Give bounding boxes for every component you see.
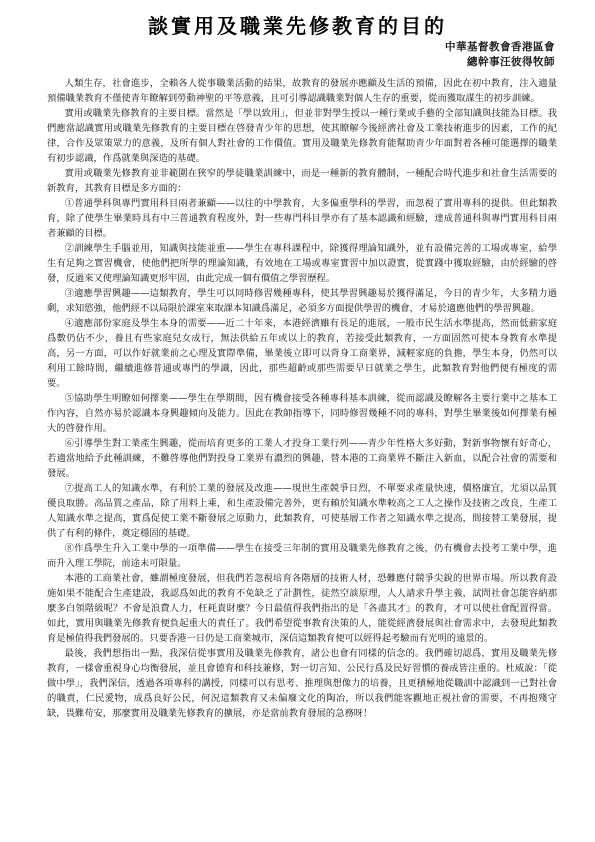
article-body (47, 76, 557, 721)
paragraph-objective-6: ⑥引導學生對工業產生興趣，從而培育更多的工業人才投身工業行列——青少年性格大多好動，對新事物懷有好奇心，若適當地給予此種訓練，不難啓導他們對投身工業界有濃烈的興趣，替本港的工商業界不斷注入新血，以配合社會的需要和發展。 (47, 438, 557, 479)
author-organization: 中華基督教會香港區會 (445, 41, 555, 53)
author-name: 總幹事汪彼得牧師 (467, 56, 555, 68)
author-block (445, 40, 555, 70)
paragraph-conclusion: 最後，我們想指出一點，我深信從事實用及職業先修教育，諸公也會有同樣的信念的。我們確切認爲，實用及職業先修教育，一樣會重視身心均衡發展，並且會德育和科技兼修，對一切言知、公民行爲及民好習慣的養成皆注重的。杜威說：「從做中學」，我們深信，透過各項專科的講授，同樣可以有思考、推理與想像力的培養，且更積極地從職訓中認識到一己對社會的職責，仁民愛物，成爲良好公民，何況這類教育又未偏廢文化的陶冶，所以我們能客觀地正視社會的需要，不再抱殘守缺，畏難苟安，那麼實用及職業先修教育的擴展，亦是當前教育發展的急務呀！ (47, 648, 557, 719)
paragraph-objective-3: ③適應學習興趣——這類教育，學生可以同時修習幾種專科，使其學習興趣易於獲得滿足，今日的青少年，大多精力過剩，求知慾強，他們經不以局限於課室來取課本知識爲滿足，必須多方面提供學習的機會，才易於適應他們的學習興趣。 (47, 288, 557, 314)
paragraph-new-education: 實用或職業先修教育並非範圍在狹窄的學徒職業訓練中，而是一種新的教育體制，一種配合時代進步和社會生活需要的新教育，其教育目標是多方面的： (47, 168, 557, 194)
paragraph-objective-5: ⑤協助學生明瞭如何擇業——學生在學期間，因有機會接受各種專科基本訓練，從而認識及瞭解各主要行業中之基本工作內容，自然亦易於認識本身興趣傾向及能力。因此在教師指導下，同時修習幾種不同的專科，對學生畢業後如何擇業有極大的啓發作用。 (47, 393, 557, 434)
paragraph-hong-kong-industry: 本港的工商業社會，雖謂極度發展，但我們若忽視培育各階層的技術人材，恐難應付競爭尖銳的世界市場。所以教育設施如果不能配合生產建設，我認爲如此的教育不免缺乏了計劃性，徒然空談原理，人人請求升學主義，試問社會怎能容納那麼多白領階級呢？不會是浪費人力，枉耗貴財麼？今日最值得我們指出的是「各盡其才」的教育，才可以使社會配置得當。如此，實用與職業先修教育便負起重大的責任了。我們希望從事教育決策的人，能從經濟發展與社會需求中，去發現此類教育是極值得我們發展的。只要香港一日仍是工商業城市，深信這類教育便可以經得起考驗而有光明的遠景的。 (47, 573, 557, 644)
paragraph-intro: 人類生存，社會進步，全賴各人從事職業活動的結果，故教育的發展亦應顧及生活的預備，因此在初中教育，注入適量預備職業教育不僅使青年瞭解到勞動神聖的平等意義，且可引導認識職業對個人生存的重要，從而獲取謀生的初步訓練。 (47, 78, 557, 104)
paragraph-objective-4: ④適應部份家庭及學生本身的需要——近二十年來，本港經濟雖有長足的進展，一般市民生活水準提高，然而低薪家庭爲數仍佔不少，養且有些家庭兒女成行，無法供給五年或以上的教育，若接受此類教育，一方面固然可使本身教育水準提高，另一方面，可以作好就業前之心理及實際準備，畢業後立即可以背身工商業界，減輕家庭的負擔，學生本身，仍然可以利用工餘時間，繼續進修普通或專門的學識，因此，那些超齡或那些需要早日就業之學生，此類教育對他們便有極度的需要。 (47, 318, 557, 389)
paragraph-objective-7: ⑦提高工人的知識水準，有利於工業的發展及改進——現世生產競爭日烈，不單要求產量快速，價格廉宜，尤須以品質優良取勝。高品質之產品，除了用料上乘，和生產設備完善外，更有賴於知識水準較高之工人之操作及技術之改良，生產工人知識水準之提高，實爲促使工業不斷發展之原動力，此類教育，可使基層工作者之知識水準之提高，間接替工業發展，提供了有利的條件，奠定穩固的基礎。 (47, 483, 557, 539)
paragraph-main-goal: 實用或職業先修教育的主要目標。當然是「學以致用」，但並非對學生授以一種行業或手藝的全部知識與技能為目標。我們應當認識實用或職業先修教育的主要目標在啓發青少年的思想，使其瞭解今後經濟社會及工業技術進步的因素，工作的紀律，合作及眾策眾力的意義，及所有個人對社會的工作價值。實用及職業先修教育能幫助青少年面對着各種可能選擇的職業有初步認識，作爲就業與深造的基礎。 (47, 108, 557, 164)
paragraph-objective-8: ⑧作爲學生升入工業中學的一項準備——學生在接受三年制的實用及職業先修教育之後，仍有機會去投考工業中學，進而升入理工學院，前途未可限量。 (47, 543, 557, 569)
paragraph-objective-1: ①普通學科與專門實用科目兩者兼顧——以往的中學教育，大多偏重學科的學習，而忽視了實用專科的提供。但此類教育，除了使學生畢業時具有中三普通教育程度外，對一些專門科目學亦有了基本認識和經驗，達成普通科與專門實用科目兩者兼顧的目標。 (47, 198, 557, 239)
paragraph-objective-2: ②訓練學生手腦並用，知識與技能並重——學生在專科課程中，除獲得理論知識外，並有設備完善的工場或專室，給學生有足夠之實習機會，使他們把所學的理論知識，有效地在工場或專室實習中加以證實，從實踐中獲取經驗，由於經驗的啓發，反過來又使理論知識更形牢固，由此完成一個有價值之學習歷程。 (47, 243, 557, 284)
document-title: 談實用及職業先修教育的目的 (148, 14, 447, 38)
